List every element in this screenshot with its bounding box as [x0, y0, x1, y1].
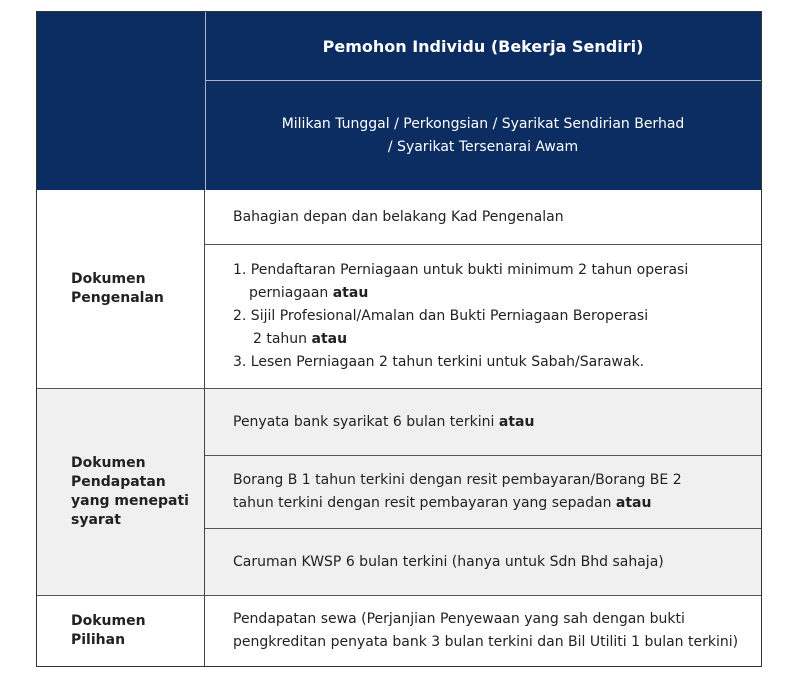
label-income-line3: yang menepati [71, 493, 189, 509]
identity-row-business [205, 245, 761, 388]
header-subtitle [205, 81, 761, 190]
label-identity-docs [37, 190, 205, 388]
header-empty-cell [37, 12, 206, 190]
income-row-tax-line2: tahun terkini dengan resit pembayaran yang sepadan [233, 495, 612, 511]
label-optional-line1: Dokumen [71, 613, 146, 629]
income-row-bank: Penyata bank syarikat 6 bulan terkini atau [205, 389, 761, 455]
optional-row-rental [205, 596, 761, 666]
label-identity-line1: Dokumen [71, 271, 146, 287]
income-row-tax-line1: Borang B 1 tahun terkini dengan resit pembayaran/Borang BE 2 [233, 472, 682, 488]
label-income-line1: Dokumen [71, 455, 146, 471]
header-subtitle-line1: Milikan Tunggal / Perkongsian / Syarikat Sendirian Berhad [281, 115, 685, 132]
list-item: 1. Pendaftaran Perniagaan untuk bukti minimum 2 tahun operasi [233, 262, 689, 278]
list-item: perniagaan atau [249, 285, 369, 301]
label-optional-docs [37, 596, 205, 666]
income-row-kwsp [205, 529, 761, 595]
table-header [37, 12, 761, 190]
list-item: 2 tahun atau [253, 331, 348, 347]
income-row-tax: Borang B 1 tahun terkini dengan resit pembayaran/Borang BE 2 tahun terkini dengan resit pembayaran yang sepadan atau [205, 456, 761, 528]
header-title: Pemohon Individu (Bekerja Sendiri) [205, 12, 761, 81]
header-subtitle-line2: / Syarikat Tersenarai Awam [387, 138, 579, 155]
optional-row-line2: pengkreditan penyata bank 3 bulan terkini dan Bil Utiliti 1 bulan terkini) [233, 634, 739, 650]
label-income-line4: syarat [71, 512, 121, 528]
income-row-bank-text: Penyata bank syarikat 6 bulan terkini [233, 413, 495, 430]
identity-row-ic-text: Bahagian depan dan belakang Kad Pengenalan [233, 208, 564, 225]
label-identity-line2: Pengenalan [71, 290, 164, 306]
optional-row-line1: Pendapatan sewa (Perjanjian Penyewaan yang sah dengan bukti [233, 611, 685, 627]
label-income-docs [37, 389, 205, 595]
label-income-line2: Pendapatan [71, 474, 166, 490]
document-table [36, 11, 762, 667]
identity-business-list [233, 259, 688, 374]
identity-row-ic [205, 190, 761, 244]
label-optional-line2: Pilihan [71, 632, 126, 648]
list-item: 2. Sijil Profesional/Amalan dan Bukti Perniagaan Beroperasi [233, 308, 649, 324]
list-item: 3. Lesen Perniagaan 2 tahun terkini untuk Sabah/Sarawak. [233, 354, 645, 370]
income-row-kwsp-text: Caruman KWSP 6 bulan terkini (hanya untuk Sdn Bhd sahaja) [233, 553, 664, 570]
